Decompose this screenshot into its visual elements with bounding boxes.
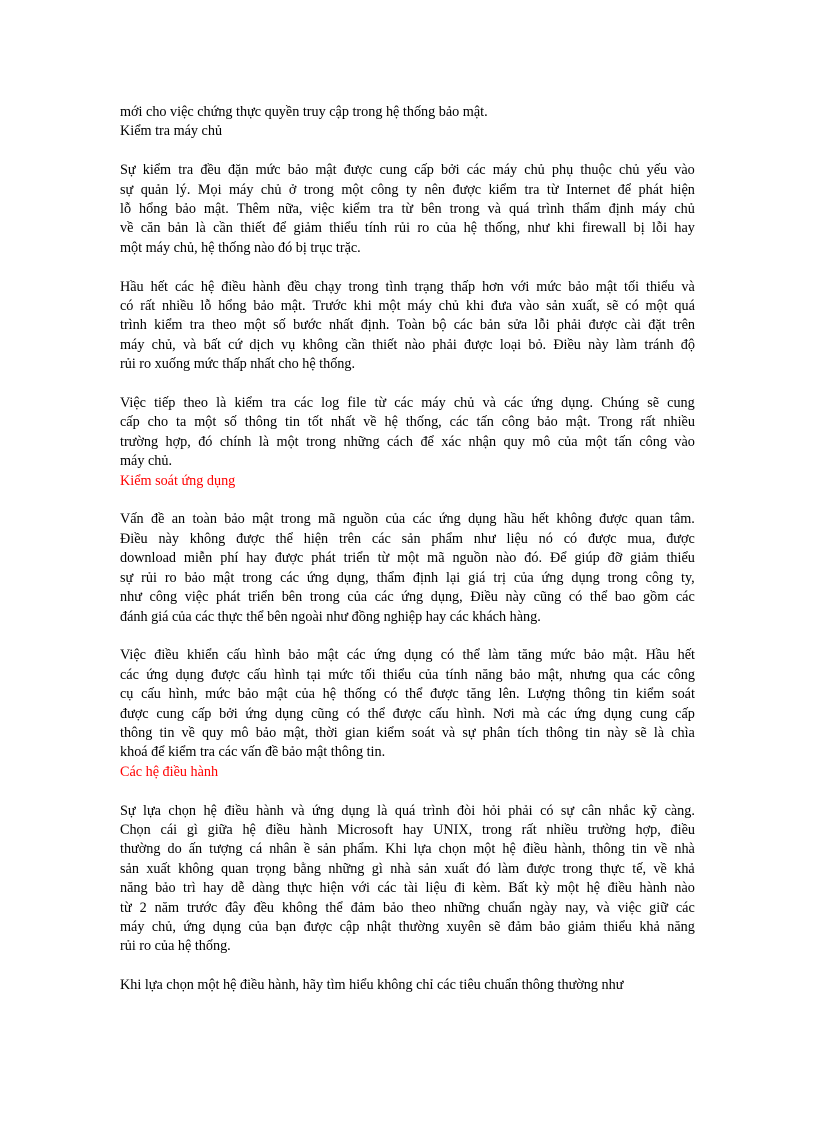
paragraph-line: thông tin về quy mô bảo mật, thời gian kiểm soát và sự phân tích thông tin này sẽ là chìa [120,724,695,741]
paragraph-line: sự quản lý. Mọi máy chủ ở trong một công ty nên được kiểm tra từ Internet để phát hiện [120,181,695,198]
paragraph-line: Việc tiếp theo là kiểm tra các log file từ các máy chủ và các ứng dụng. Chúng sẽ cung [120,395,695,412]
paragraph-line: lỗ hổng bảo mật. Thêm nữa, việc kiểm tra từ bên trong và quá trình thẩm định máy chủ [120,201,695,218]
paragraph-line: Hầu hết các hệ điều hành đều chạy trong tình trạng thấp hơn với mức bảo mật tối thiểu và [120,278,695,295]
document-body [120,103,695,996]
paragraph-line: một máy chủ, hệ thống nào đó bị trục trặc. [120,239,361,256]
paragraph [120,976,695,995]
paragraph-line: các ứng dụng được cấu hình tại mức tối thiểu của tính năng bảo mật, nhưng qua các công [120,666,695,683]
paragraph-line: được cung cấp bởi ứng dụng cũng có thể được cấu hình. Nơi mà các ứng dụng cung cấp [120,705,695,722]
paragraph-spacer [120,491,695,510]
section-heading: Kiểm soát ứng dụng [120,472,236,489]
paragraph-line: Khi lựa chọn một hệ điều hành, hãy tìm hiểu không chỉ các tiêu chuẩn thông thường như [120,977,624,994]
paragraph [120,394,695,472]
paragraph-line: rủi ro xuống mức thấp nhất cho hệ thống. [120,356,356,373]
paragraph-spacer [120,375,695,394]
paragraph-line: Việc điều khiển cấu hình bảo mật các ứng dụng có thể làm tăng mức bảo mật. Hầu hết [120,647,695,664]
paragraph-line: Sự kiểm tra đều đặn mức bảo mật được cung cấp bởi các máy chủ phụ thuộc chủ yếu vào [120,162,695,179]
paragraph-spacer [120,957,695,976]
paragraph [120,802,695,957]
paragraph-line: download miễn phí hay được phát triển từ một mã nguồn nào đó. Để giúp đỡ giảm thiểu [120,550,695,567]
paragraph-line: sản xuất không quan trọng bằng những gì nhà sản xuất đó làm được trong thực tế, về khả [120,860,695,877]
paragraph-line: máy chủ, và bất cứ dịch vụ không cần thiết nào phải được loại bỏ. Điều này làm tránh độ [120,336,695,353]
paragraph-line: như công việc phát triển bên trong của các ứng dụng, Điều này cũng có thể bao gồm các [120,589,695,606]
paragraph-line: máy chủ, ứng dụng của bạn được cập nhật thường xuyên sẽ đảm bảo giảm thiểu khả năng [120,918,695,935]
paragraph-spacer [120,627,695,646]
paragraph-line: máy chủ. [120,453,173,470]
paragraph [120,278,695,375]
paragraph-line: về căn bản là cần thiết để giảm thiểu tính rủi ro của hệ thống, như khi firewall bị lỗi hay [120,220,695,237]
paragraph-line: trường hợp, đó chính là một trong những cách để xác nhận quy mô của một tấn công vào [120,433,695,450]
paragraph-line: cấp cho ta một số thông tin tốt nhất về hệ thống, các tấn công bảo mật. Trong rất nhiều [120,414,695,431]
text-line: Kiểm tra máy chủ [120,123,223,140]
paragraph-spacer [120,782,695,801]
text-line: mới cho việc chứng thực quyền truy cập trong hệ thống bảo mật. [120,104,488,120]
paragraph-line: có rất nhiều lỗ hổng bảo mật. Trước khi một máy chủ khi đưa vào sản xuất, sẽ có một quá [120,298,695,315]
paragraph-line: cụ cấu hình, mức bảo mật của hệ thống có thể được tăng lên. Lượng thông tin kiểm soát [120,686,695,703]
paragraph-spacer [120,258,695,277]
paragraph-line: sự rủi ro bảo mật trong các ứng dụng, thẩm định lại giá trị của ứng dụng trong công ty, [120,569,695,586]
paragraph-line: năng bảo trì hay dễ dàng thực hiện với các tài liệu đi kèm. Bất kỳ một hệ điều hành nào [120,880,695,897]
paragraph-line: trình kiểm tra theo một số bước nhất định. Toàn bộ các bản sửa lỗi phải được cài đặt trên [120,317,695,334]
paragraph-line: Vấn đề an toàn bảo mật trong mã nguồn của các ứng dụng hầu hết không được quan tâm. [120,511,695,528]
paragraph-line: Điều này không được thể hiện trên các sản phẩm như liệu nó có được mua, được [120,530,695,547]
paragraph-line: Chọn cái gì giữa hệ điều hành Microsoft hay UNIX, trong rất nhiều trường hợp, điều [120,821,695,838]
paragraph-line: từ 2 năm trước đây đều không thể đảm bảo theo những chuẩn ngày nay, và việc giữ các [120,899,695,916]
section-heading: Các hệ điều hành [120,763,219,780]
paragraph [120,646,695,762]
paragraph-line: thường do ấn tượng cá nhân ề sản phẩm. Khi lựa chọn một hệ điều hành, thông tin về nhà [120,841,695,858]
paragraph [120,161,695,258]
paragraph-spacer [120,142,695,161]
paragraph-line: rủi ro của hệ thống. [120,938,231,955]
paragraph-line: khoá để kiểm tra các vấn đề bảo mật thông tin. [120,744,386,761]
paragraph-line: đánh giá của các thực thể bên ngoài như đồng nghiệp hay các khách hàng. [120,608,541,625]
paragraph [120,510,695,626]
paragraph-line: Sự lựa chọn hệ điều hành và ứng dụng là quá trình đòi hỏi phải có sự cân nhắc kỹ càng. [120,802,695,819]
